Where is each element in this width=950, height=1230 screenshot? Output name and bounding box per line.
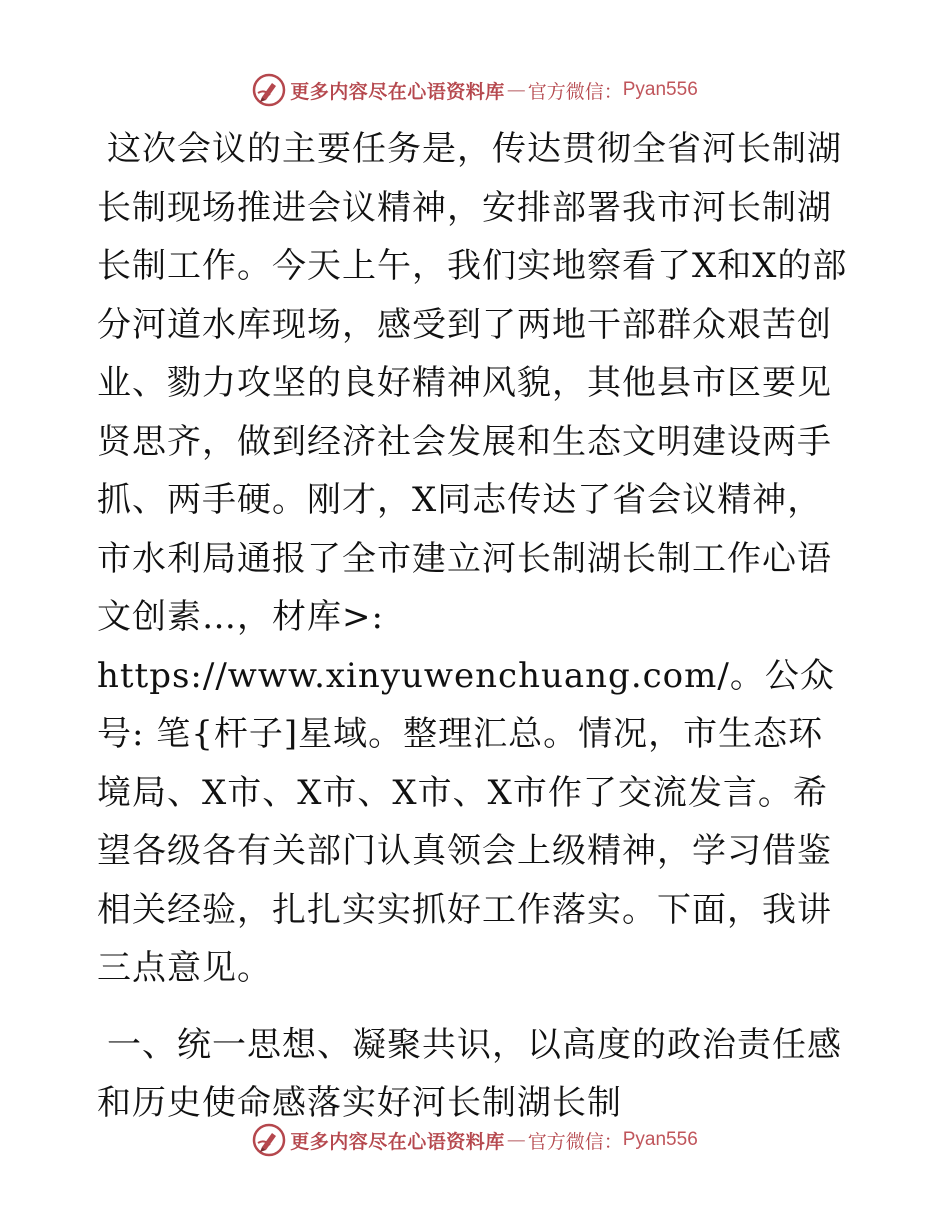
banner-separator: — bbox=[506, 79, 526, 101]
section-heading: 一、统一思想、凝聚共识，以高度的政治责任感和历史使命感落实好河长制湖长制 bbox=[97, 1024, 842, 1123]
document-body bbox=[97, 120, 857, 1133]
banner-wechat-id: Pyan556 bbox=[622, 79, 698, 100]
banner-brand-text: 更多内容尽在心语资料库 bbox=[290, 1130, 505, 1153]
banner-brand-text: 更多内容尽在心语资料库 bbox=[290, 80, 505, 103]
banner-separator: — bbox=[506, 1129, 526, 1151]
brand-logo-icon bbox=[252, 73, 286, 107]
banner-wechat-label: 官方微信： bbox=[527, 1130, 623, 1153]
banner-wechat-id: Pyan556 bbox=[622, 1129, 698, 1150]
header-watermark-banner bbox=[0, 70, 950, 110]
footer-watermark-banner bbox=[0, 1120, 950, 1160]
banner-wechat-label: 官方微信： bbox=[527, 80, 623, 103]
body-paragraph: 这次会议的主要任务是，传达贯彻全省河长制湖长制现场推进会议精神，安排部署我市河长制湖长制工作。今天上午，我们实地察看了X和X的部分河道水库现场，感受到了两地干部群众艰苦创业、勠力攻坚的良好精神风貌，其他县市区要见贤思齐，做到经济社会发展和生态文明建设两手抓、两手硬。刚才，X同志传达了省会议精神，市水利局通报了全市建立河长制湖长制工作心语文创素…，材库>: https://www.xinyuwenchuang.com/。公众号: 笔{杆子]星域。整理汇总。情况，市生态环境局、X市、X市、X市、X市作了交流发言。希望各级各有关部门认真领会上级精神，学习借鉴相关经验，扎扎实实抓好工作落实。下面，我讲三点意见。 bbox=[97, 129, 848, 988]
brand-logo-icon bbox=[252, 1123, 286, 1157]
